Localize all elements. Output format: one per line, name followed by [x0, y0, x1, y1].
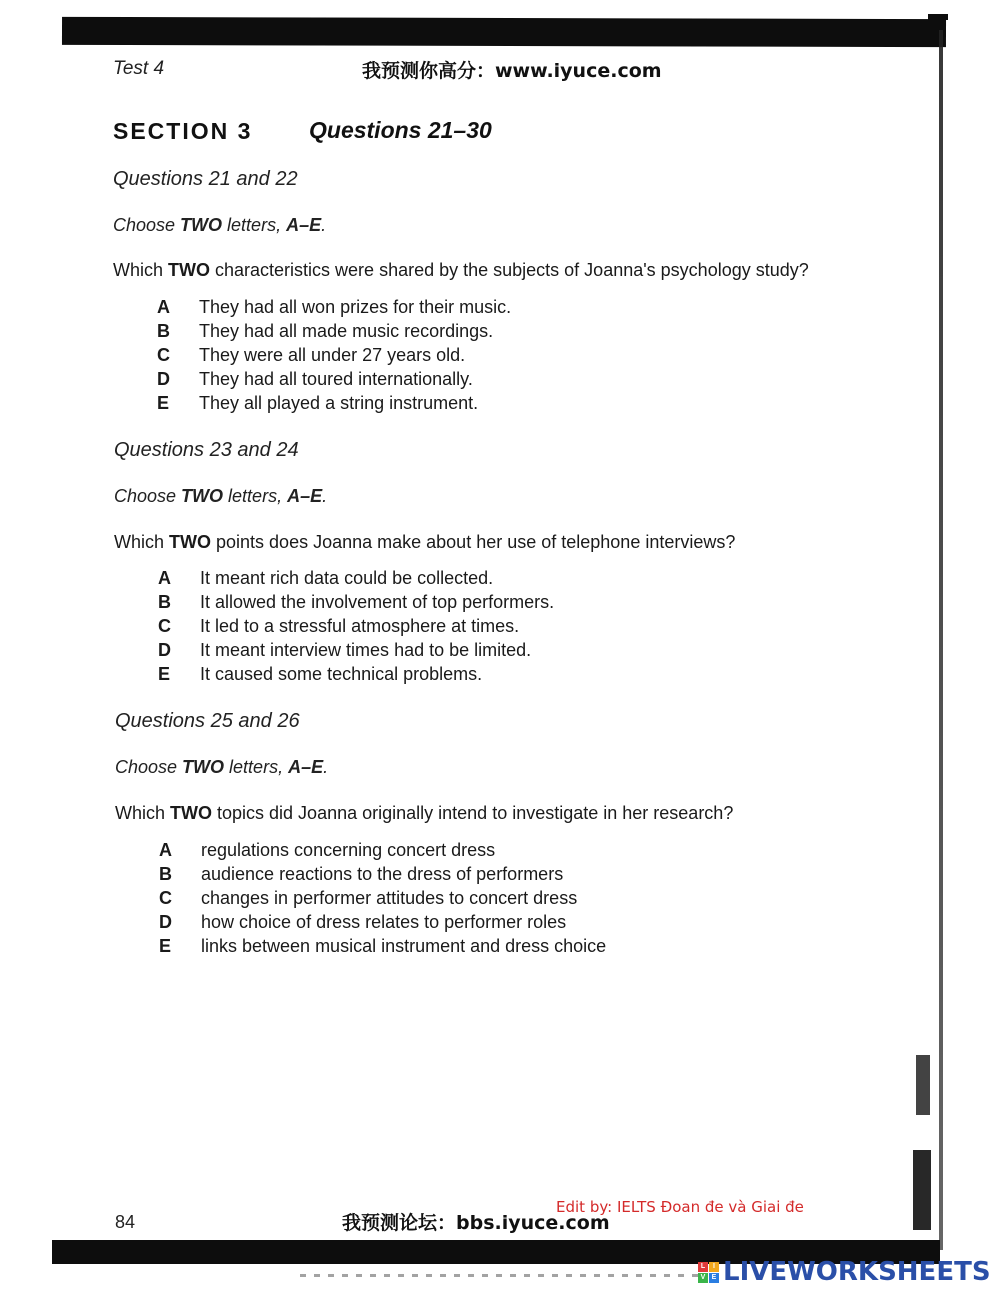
option-item — [158, 592, 554, 616]
section-range: Questions 21–30 — [309, 117, 492, 143]
page-number: 84 — [115, 1212, 136, 1232]
question-group-heading: Questions 25 and 26 — [115, 710, 300, 732]
option-letter: B — [157, 321, 170, 341]
option-item — [157, 393, 511, 417]
option-text: They all played a string instrument. — [199, 393, 479, 413]
option-text: It meant interview times had to be limited. — [200, 640, 532, 660]
option-item — [158, 664, 554, 688]
option-item — [157, 345, 511, 369]
option-letter: D — [158, 640, 171, 660]
scan-right-smear — [913, 1150, 931, 1230]
logo-letter: V — [698, 1273, 708, 1283]
option-text: They had all toured internationally. — [199, 369, 473, 389]
option-letter: D — [157, 369, 170, 389]
option-letter: C — [157, 345, 170, 365]
option-text: It caused some technical problems. — [200, 664, 483, 684]
scan-right-edge — [939, 30, 943, 1250]
option-item — [158, 640, 554, 664]
liveworksheets-logo — [698, 1257, 991, 1287]
option-list — [159, 840, 606, 960]
scan-right-smear — [916, 1055, 930, 1115]
question-prompt: Which TWO characteristics were shared by the subjects of Joanna's psychology study? — [113, 260, 809, 280]
option-item — [158, 568, 554, 592]
option-text: They had all made music recordings. — [199, 321, 494, 341]
instruction: Choose TWO letters, A–E. — [115, 757, 329, 777]
scan-top-mark — [928, 14, 948, 20]
option-letter: B — [159, 864, 172, 884]
question-prompt: Which TWO topics did Joanna originally intend to investigate in her research? — [115, 803, 734, 823]
option-item — [159, 864, 606, 888]
option-letter: A — [159, 840, 172, 860]
option-item — [159, 840, 606, 864]
option-text: It allowed the involvement of top performers. — [200, 592, 555, 612]
logo-letter: I — [709, 1262, 719, 1272]
option-letter: D — [159, 912, 172, 932]
logo-mark-icon — [698, 1262, 719, 1283]
option-item — [158, 616, 554, 640]
section-title: SECTION 3 — [113, 118, 253, 144]
option-letter: E — [159, 936, 172, 956]
option-letter: C — [158, 616, 171, 636]
option-item — [159, 912, 606, 936]
option-letter: C — [159, 888, 172, 908]
brand-name: LIVEWORKSHEETS — [723, 1257, 991, 1287]
option-text: They had all won prizes for their music. — [199, 297, 512, 317]
option-letter: E — [157, 393, 170, 413]
option-text: It meant rich data could be collected. — [200, 568, 494, 588]
option-item — [157, 321, 511, 345]
scan-top-bar — [62, 17, 946, 47]
option-text: It led to a stressful atmosphere at times. — [200, 616, 520, 636]
option-item — [157, 297, 511, 321]
logo-letter: L — [698, 1262, 708, 1272]
option-letter: B — [158, 592, 171, 612]
option-text: regulations concerning concert dress — [201, 840, 496, 860]
option-text: audience reactions to the dress of performers — [201, 864, 564, 884]
option-item — [159, 936, 606, 960]
option-item — [157, 369, 511, 393]
watermark-bottom: 我预测论坛：bbs.iyuce.com — [342, 1212, 610, 1234]
option-text: how choice of dress relates to performer roles — [201, 912, 567, 932]
scan-bottom-noise — [300, 1274, 700, 1277]
option-item — [159, 888, 606, 912]
option-text: They were all under 27 years old. — [199, 345, 466, 365]
running-header: Test 4 — [113, 58, 165, 79]
option-list — [157, 297, 511, 417]
watermark-top: 我预测你高分：www.iyuce.com — [362, 60, 662, 82]
option-text: changes in performer attitudes to concert dress — [201, 888, 578, 908]
option-letter: E — [158, 664, 171, 684]
instruction: Choose TWO letters, A–E. — [113, 215, 327, 235]
question-prompt: Which TWO points does Joanna make about her use of telephone interviews? — [114, 532, 736, 552]
question-group-heading: Questions 23 and 24 — [114, 439, 299, 461]
option-letter: A — [157, 297, 170, 317]
instruction: Choose TWO letters, A–E. — [114, 486, 328, 506]
option-letter: A — [158, 568, 171, 588]
logo-letter: E — [709, 1273, 719, 1283]
option-list — [158, 568, 554, 688]
question-group-heading: Questions 21 and 22 — [113, 168, 298, 190]
option-text: links between musical instrument and dress choice — [201, 936, 607, 956]
edit-by-credit: Edit by: IELTS Đoan đe và Giai đe — [556, 1198, 804, 1216]
